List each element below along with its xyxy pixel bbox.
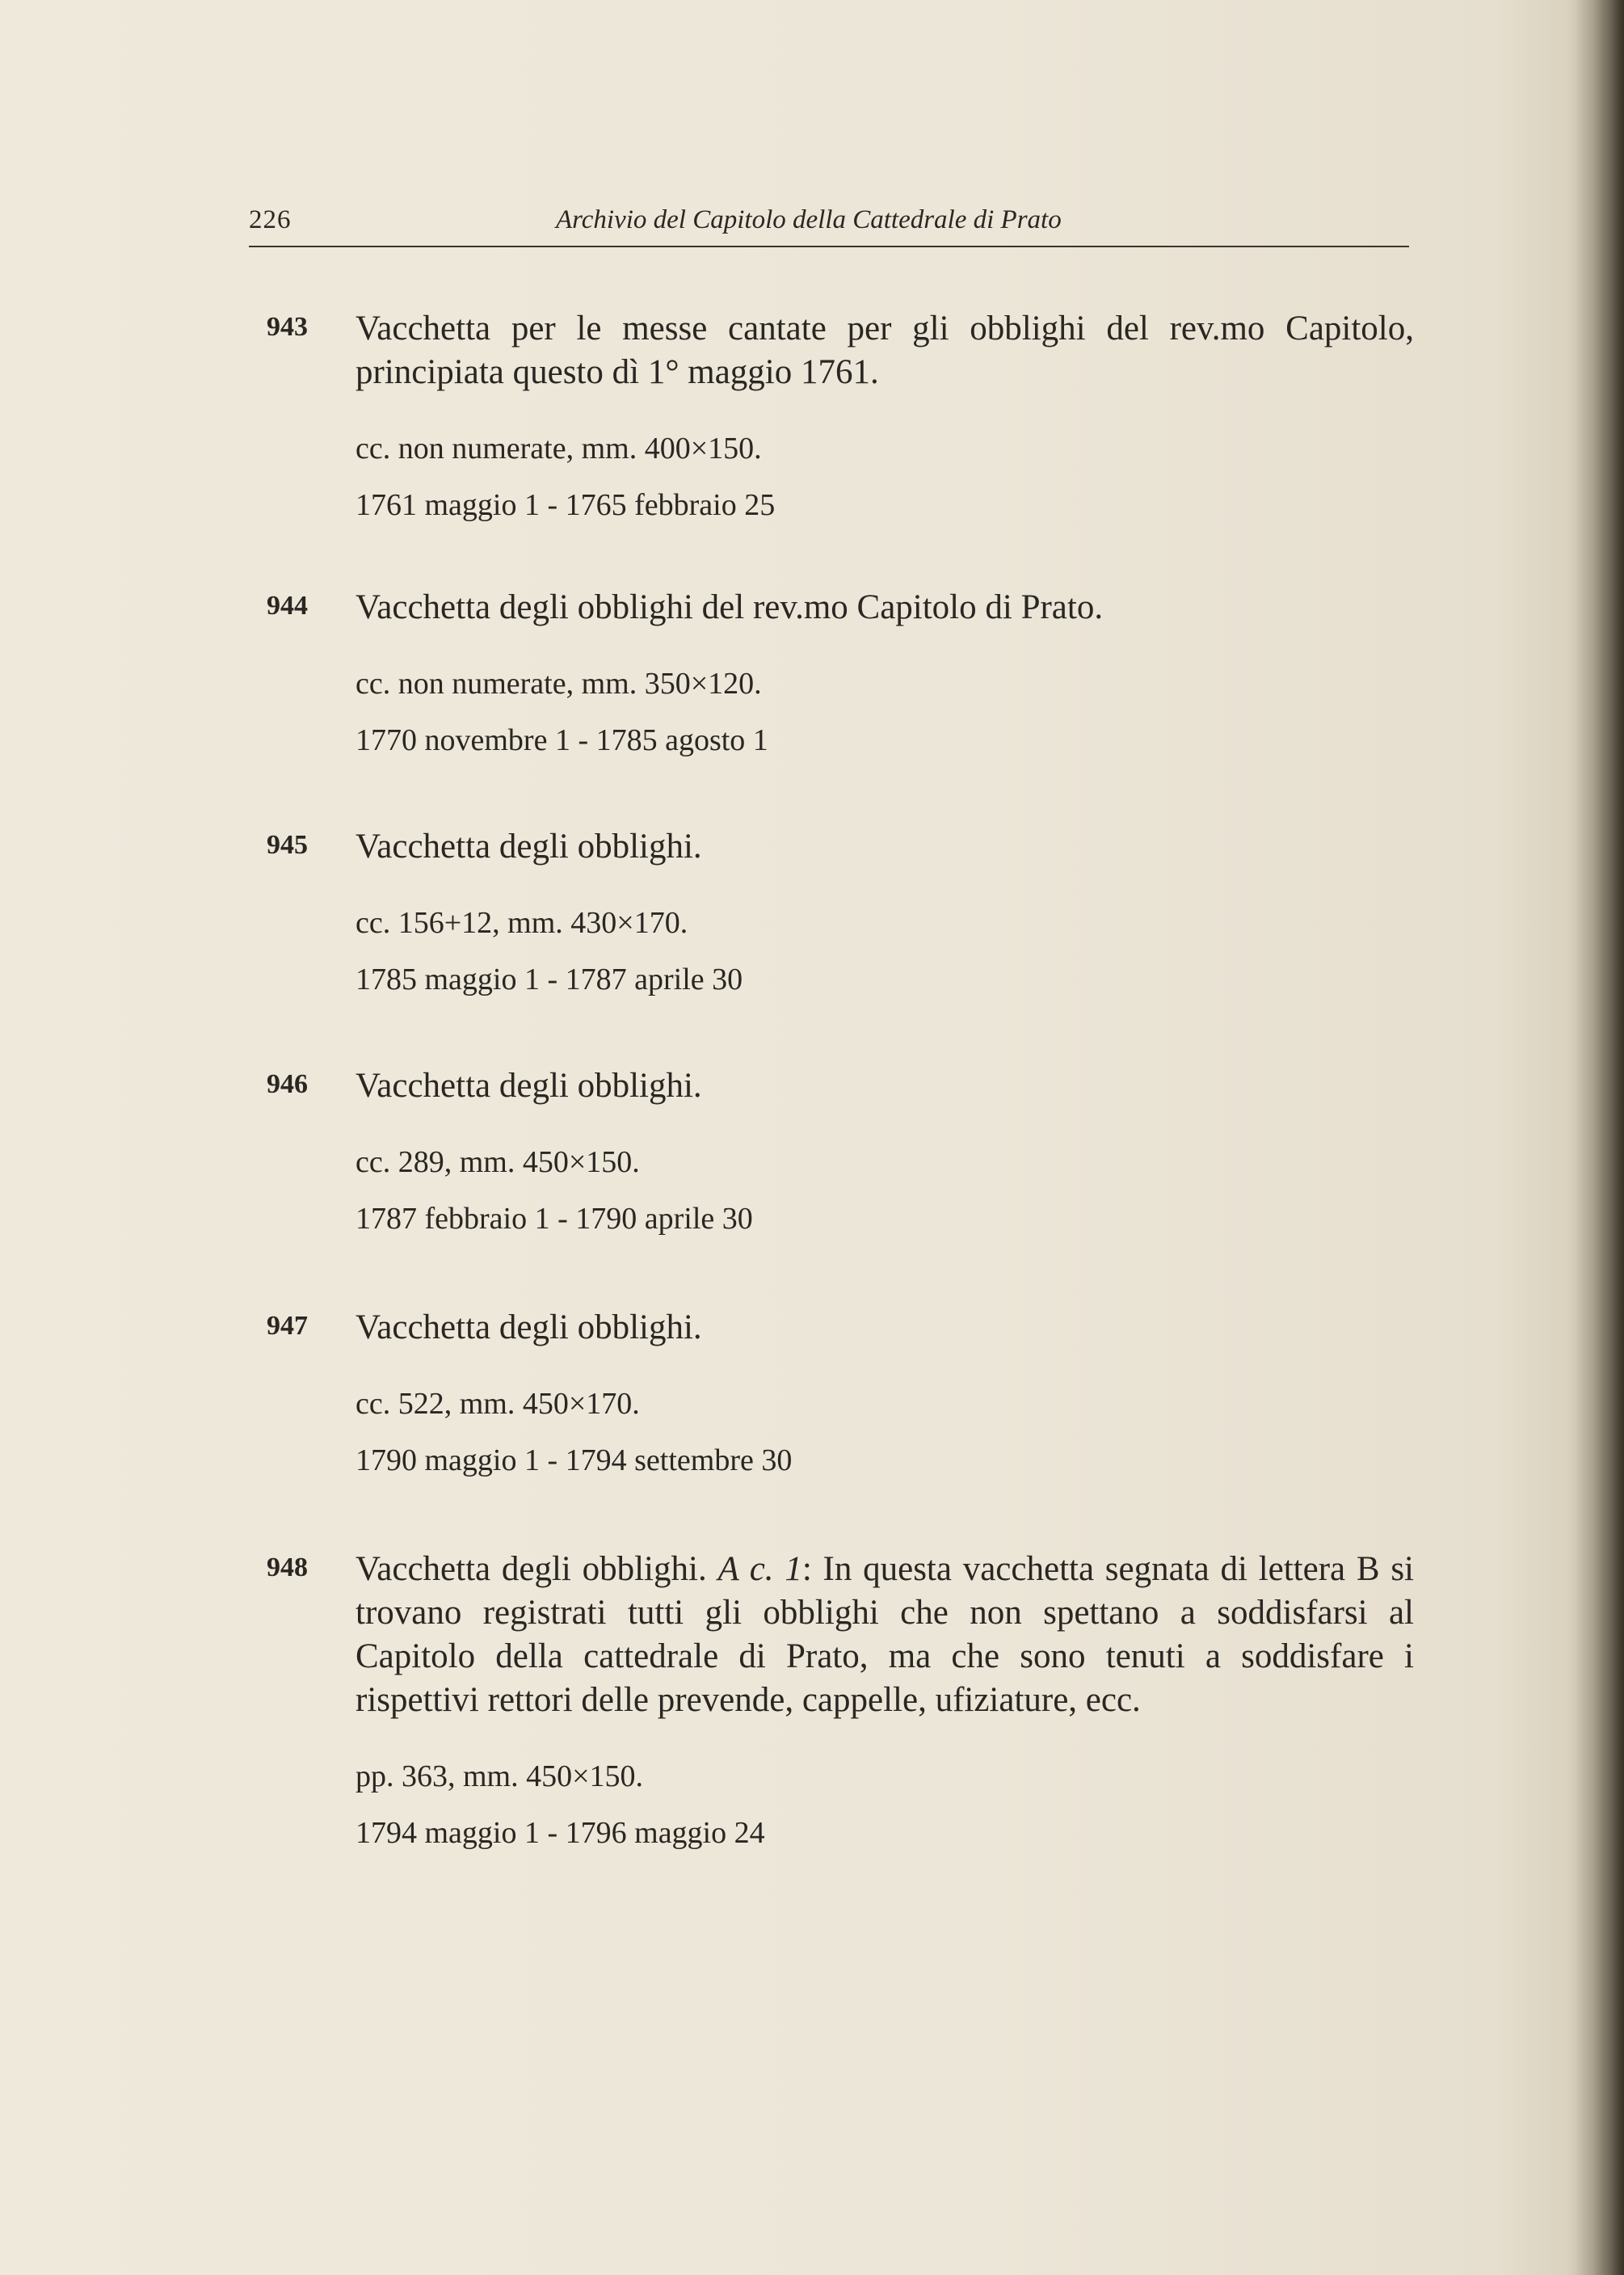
entry-description: Vacchetta degli obblighi.	[356, 1308, 702, 1346]
page-header	[249, 205, 1409, 247]
entry-description: Vacchetta per le messe cantate per gli obblighi del rev.mo Capitolo, principiata questo dì 1° maggio 1761.	[356, 310, 1414, 391]
book-spine-shadow	[1567, 0, 1624, 2275]
entry-extent: cc. 522, mm. 450×170.	[356, 1387, 640, 1421]
entry-extent: cc. 156+12, mm. 430×170.	[356, 906, 688, 940]
entry-dates: 1794 maggio 1 - 1796 maggio 24	[356, 1816, 765, 1850]
description-lead: Vacchetta degli obblighi.	[356, 1550, 718, 1588]
page-number: 226	[249, 205, 292, 234]
entry-number: 947	[267, 1311, 308, 1341]
entry-description	[356, 1548, 1414, 1722]
entry-body	[356, 1548, 1414, 1852]
entry-body	[356, 825, 1414, 998]
entry-dates: 1787 febbraio 1 - 1790 aprile 30	[356, 1202, 753, 1236]
entry-number: 945	[267, 830, 308, 860]
entry-extent: cc. 289, mm. 450×150.	[356, 1145, 640, 1179]
entry-number: 944	[267, 591, 308, 621]
entry-number: 943	[267, 312, 308, 342]
entry-description: Vacchetta degli obblighi.	[356, 1067, 702, 1105]
running-title: Archivio del Capitolo della Cattedrale di Prato	[556, 205, 1062, 234]
entry-extent: pp. 363, mm. 450×150.	[356, 1759, 644, 1793]
entry-dates: 1790 maggio 1 - 1794 settembre 30	[356, 1443, 793, 1477]
entry-extent: cc. non numerate, mm. 400×150.	[356, 432, 762, 466]
entry-number: 946	[267, 1069, 308, 1099]
entry-number: 948	[267, 1552, 308, 1582]
entry-body	[356, 307, 1414, 524]
description-rest: : In questa vacchetta segnata di lettera B si trovano registrati tutti gli obblighi che non spettano a soddisfarsi al Capitolo della cattedrale di Prato, ma che sono tenuti a soddisfare i rispettivi rettori delle prevende, cappelle, ufiziature, ecc.	[356, 1550, 1415, 1719]
entry-description: Vacchetta degli obblighi del rev.mo Capitolo di Prato.	[356, 588, 1104, 626]
entry-extent: cc. non numerate, mm. 350×120.	[356, 667, 762, 701]
entry-dates: 1761 maggio 1 - 1765 febbraio 25	[356, 488, 776, 522]
folio-reference: A c. 1	[717, 1550, 802, 1588]
entry-body	[356, 1064, 1414, 1237]
entry-dates: 1770 novembre 1 - 1785 agosto 1	[356, 723, 768, 757]
entry-dates: 1785 maggio 1 - 1787 aprile 30	[356, 963, 743, 996]
entry-body	[356, 586, 1414, 759]
entry-body	[356, 1306, 1414, 1479]
entry-description: Vacchetta degli obblighi.	[356, 828, 702, 866]
